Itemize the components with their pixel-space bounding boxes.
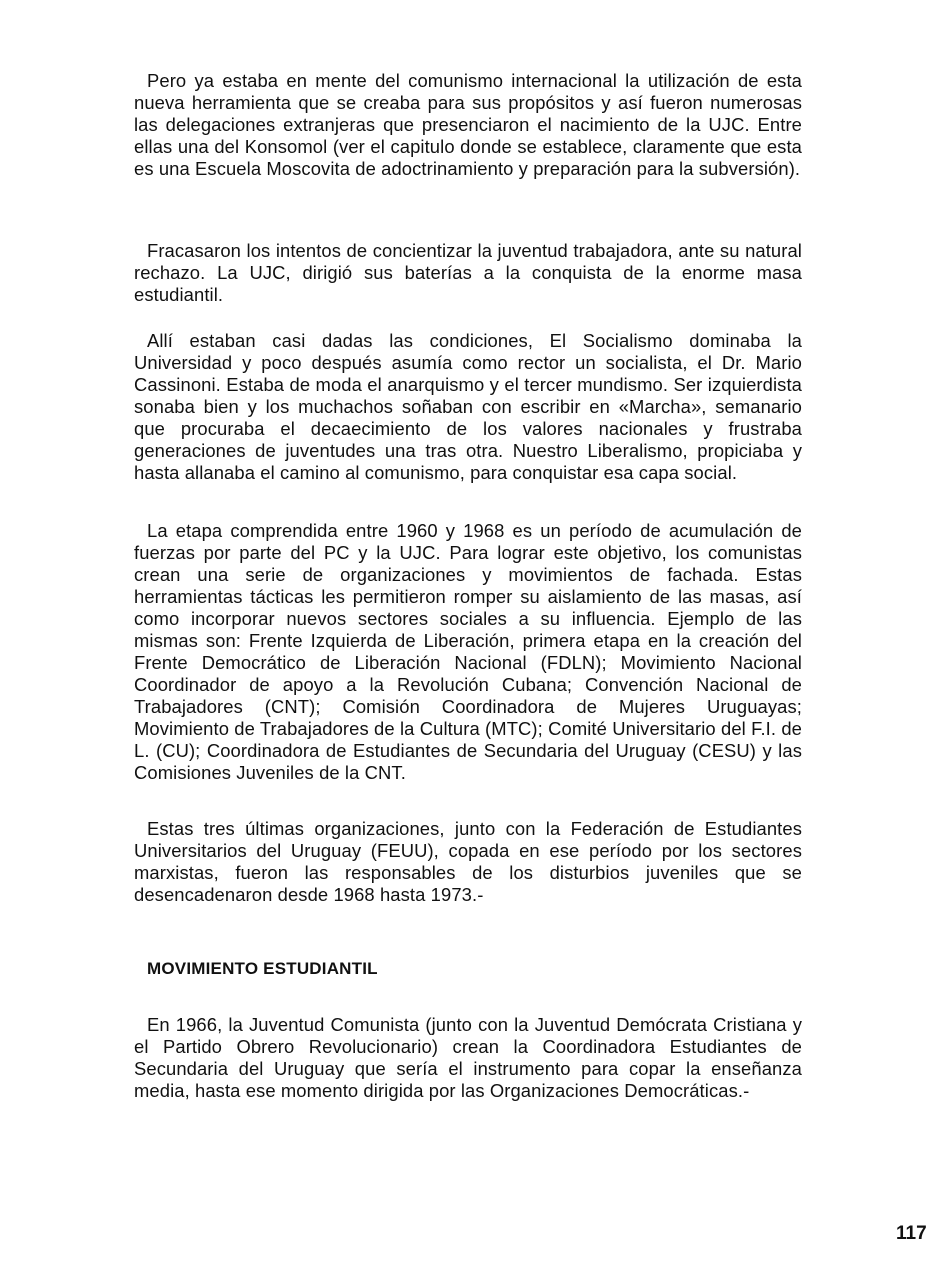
paragraph-etapa-1960-1968: La etapa comprendida entre 1960 y 1968 es un período de acumulación de fuerzas por parte del PC y la UJC. Para lograr este objetivo, los comunistas crean una serie de organizaciones y movimientos de fachada. Estas herramientas tácticas les permitieron romper su aislamiento de las masas, así como incorporar nuevos sectores sociales a su influencia. Ejemplo de las mismas son: Frente Izquierda de Liberación, primera etapa en la creación del Frente Democrático de Liberación Nacional (FDLN); Movimiento Nacional Coordinador de apoyo a la Revolución Cubana; Convención Nacional de Trabajadores (CNT); Comisión Coordinadora de Mujeres Uruguayas; Movimiento de Trabajadores de la Cultura (MTC); Comité Universitario del F.I. de L. (CU); Coordinadora de Estudiantes de Secundaria del Uruguay (CESU) y las Comisiones Juveniles de la CNT. [134,520,802,783]
paragraph-konsomol: Pero ya estaba en mente del comunismo internacional la utilización de esta nueva herramienta que se creaba para sus propósitos y así fueron numerosas las delegaciones extranjeras que presenciaron el nacimiento de la UJC. Entre ellas una del Konsomol (ver el capitulo donde se establece, claramente que esta es una Escuela Moscovita de adoctrinamiento y preparación para la subversión). [134,70,802,179]
page-number: 117 [896,1223,927,1244]
paragraph-movimiento-estudiantil: En 1966, la Juventud Comunista (junto con la Juventud Demócrata Cristiana y el Partido Obrero Revolucionario) crean la Coordinadora Estudiantes de Secundaria del Uruguay que sería el instrumento para copar la enseñanza media, hasta ese momento dirigida por las Organizaciones Democráticas.- [134,1014,802,1101]
paragraph-feuu: Estas tres últimas organizaciones, junto con la Federación de Estudiantes Universitarios del Uruguay (FEUU), copada en ese período por los sectores marxistas, fueron las responsables de los disturbios juveniles que se desencadenaron desde 1968 hasta 1973.- [134,818,802,905]
section-heading: MOVIMIENTO ESTUDIANTIL [147,959,378,978]
paragraph-universidad: Allí estaban casi dadas las condiciones, El Socialismo dominaba la Universidad y poco después asumía como rector un socialista, el Dr. Mario Cassinoni. Estaba de moda el anarquismo y el tercer mundismo. Ser izquierdista sonaba bien y los muchachos soñaban con escribir en «Marcha», semanario que procuraba el decaecimiento de los valores nacionales y frustraba generaciones de juventudes una tras otra. Nuestro Liberalismo, propiciaba y hasta allanaba el camino al comunismo, para conquistar esa capa social. [134,330,802,483]
paragraph-juventud-trabajadora: Fracasaron los intentos de concientizar la juventud trabajadora, ante su natural rechazo. La UJC, dirigió sus baterías a la conquista de la enorme masa estudiantil. [134,240,802,305]
